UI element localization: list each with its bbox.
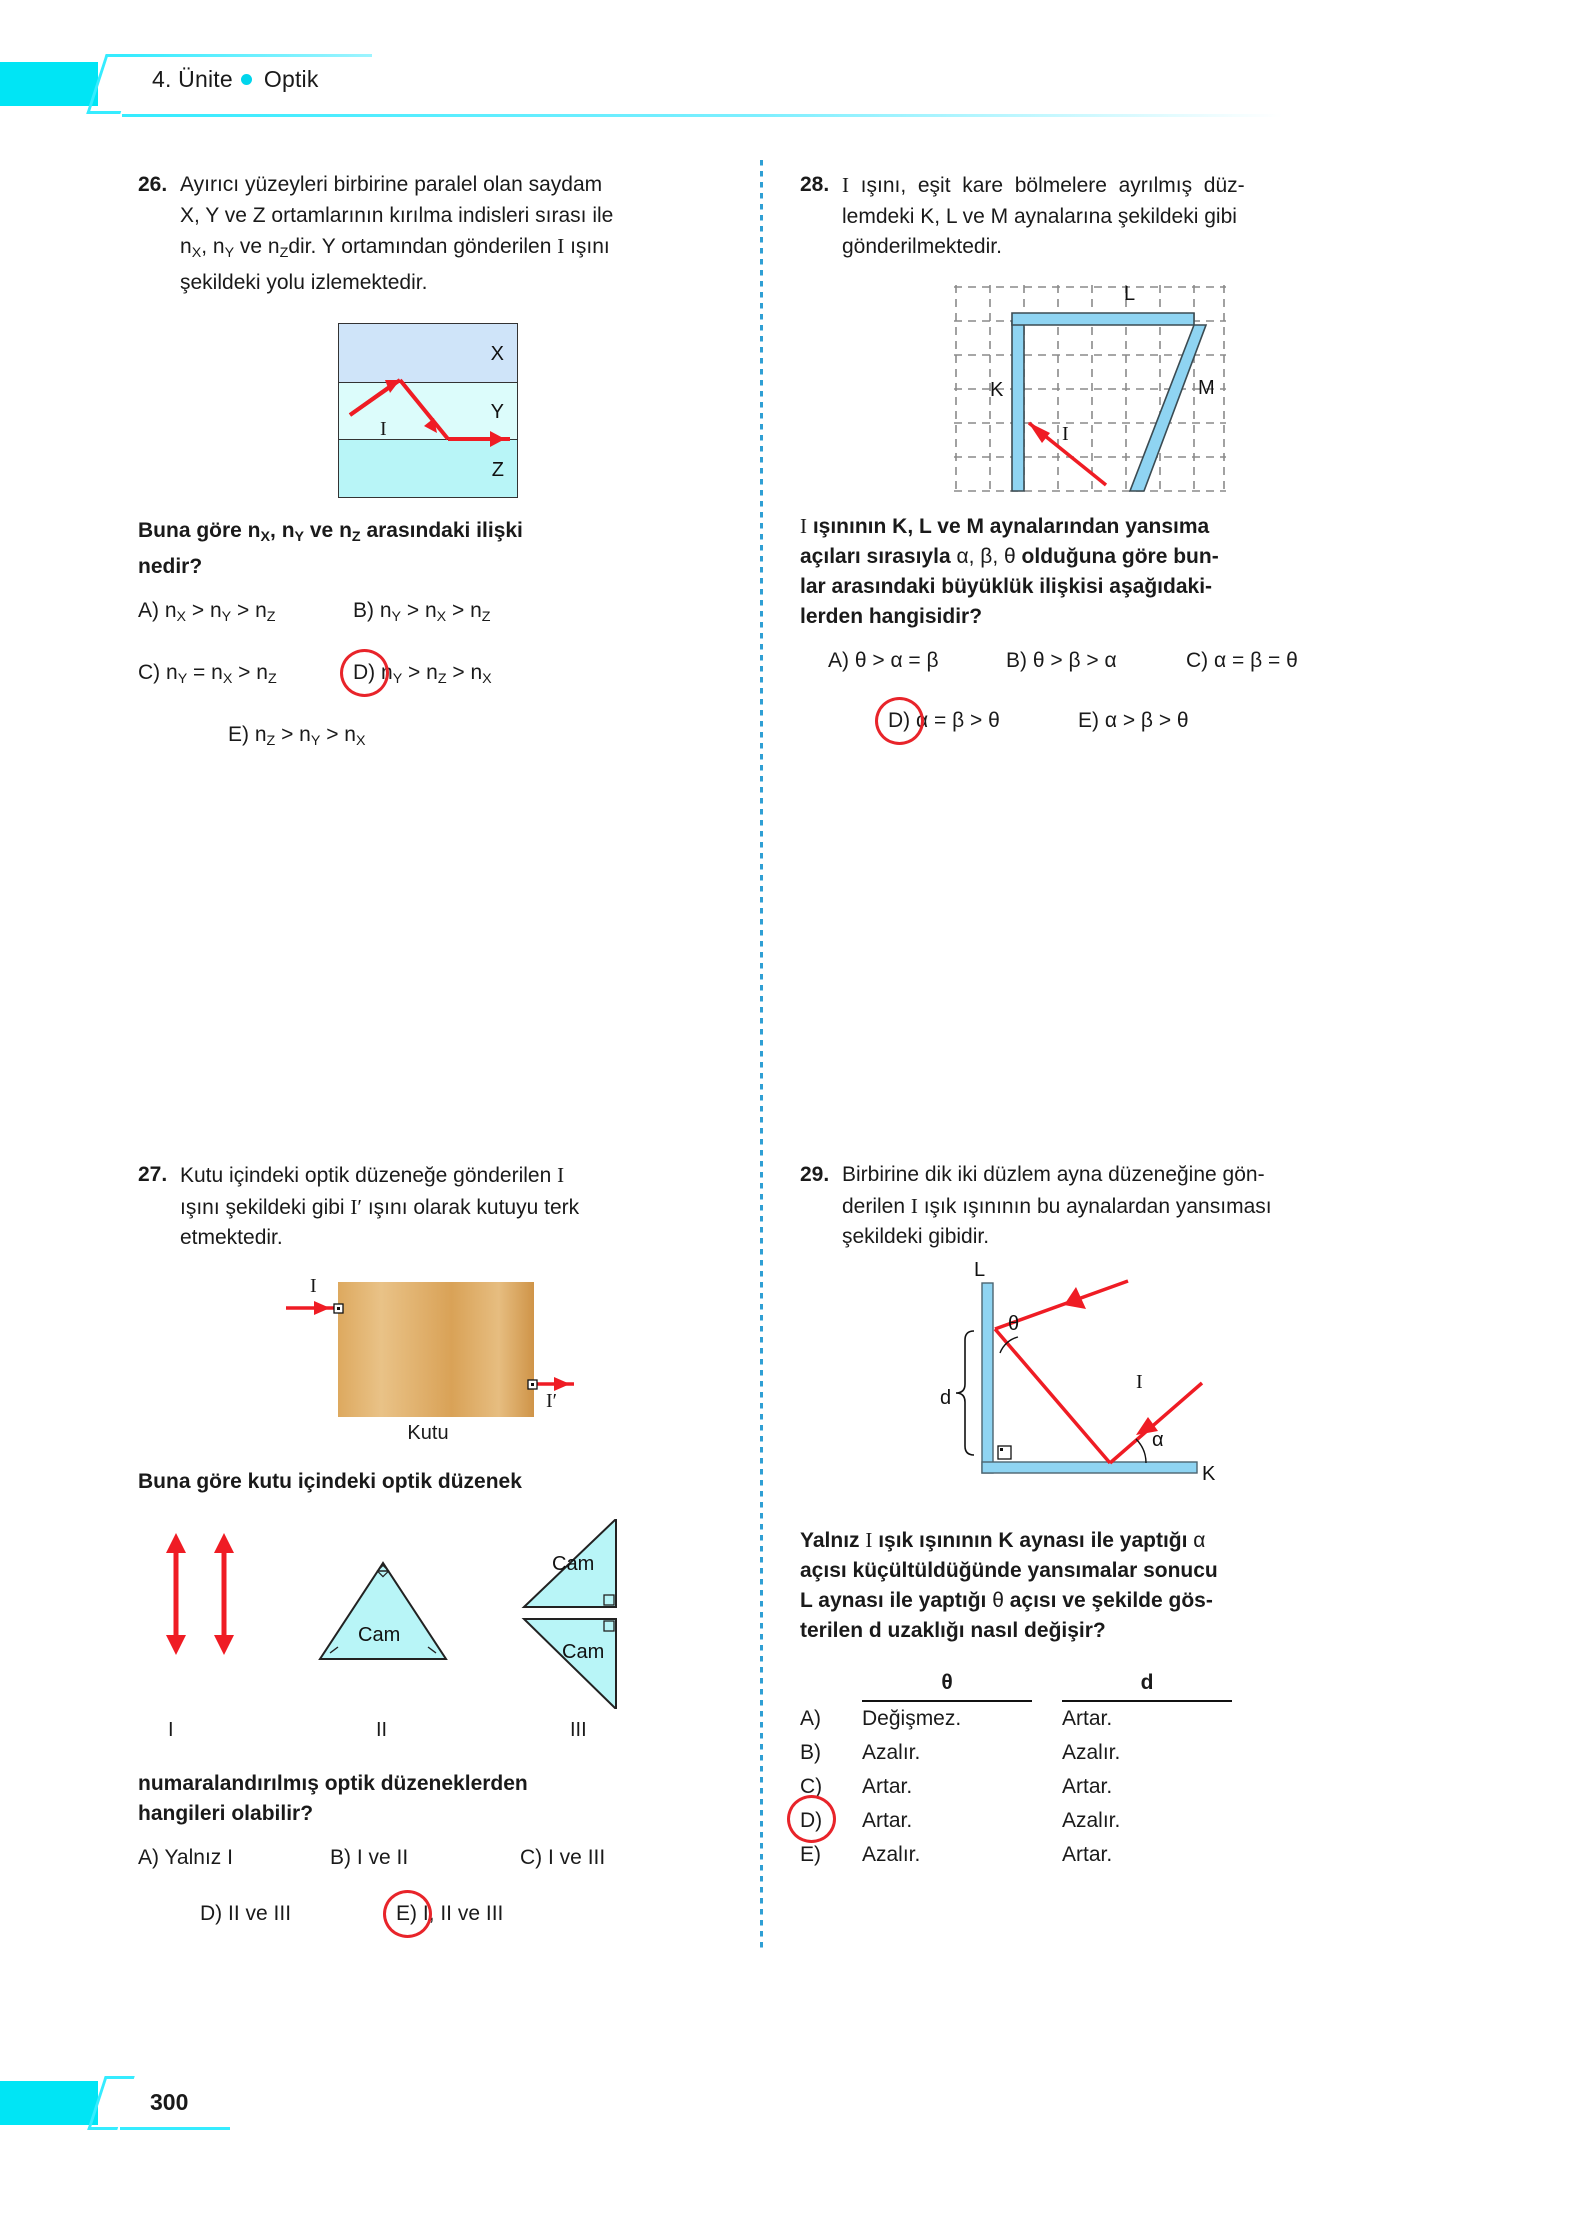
q26-label-z: Z — [491, 458, 504, 481]
q28-mirror-l-shape — [1012, 313, 1194, 325]
header-accent-tab — [0, 62, 98, 106]
q27-line-3: etmektedir. — [180, 1226, 283, 1249]
question-27-column — [138, 1160, 718, 1929]
question-29-text — [842, 1160, 1380, 1253]
q26-answer-circle: D) — [353, 658, 375, 688]
q29-label-k: K — [1202, 1462, 1216, 1485]
q26-option-c[interactable]: C) $n_Y = n_X > n_Z$ — [138, 660, 277, 687]
q29-prompt-3: L aynası ile yaptığı θ açısı ve şekilde gös- — [800, 1588, 1213, 1612]
table-row[interactable] — [800, 1736, 1380, 1770]
q28-line-3: gönderilmektedir. — [842, 235, 1002, 258]
q28-options — [800, 646, 1380, 736]
q28-mirror-m-shape — [1130, 325, 1206, 491]
q27-device-3-caption-bottom: Cam — [562, 1640, 605, 1663]
q27-device-label-2: II — [376, 1718, 388, 1741]
q28-label-m: M — [1198, 376, 1215, 399]
q28-option-c[interactable]: C) α = β = θ — [1186, 648, 1298, 672]
q29-label-ray: I — [1136, 1370, 1143, 1393]
q29-prompt-4: terilen d uzaklığı nasıl değişir? — [800, 1618, 1106, 1642]
q29-label-l: L — [974, 1258, 986, 1281]
q29-header-theta: θ — [862, 1666, 1032, 1702]
question-27-text — [180, 1160, 718, 1254]
page-footer — [0, 2081, 1583, 2127]
q29-label-d: d — [940, 1386, 952, 1409]
q27-options — [138, 1843, 718, 1929]
q29-option-d-theta: Artar. — [862, 1808, 913, 1832]
q26-ray-label: I — [380, 417, 387, 440]
q27-device-label-1: I — [168, 1718, 174, 1741]
question-26-column — [138, 170, 718, 756]
q29-option-e-key: E) — [800, 1842, 821, 1866]
q27-option-b[interactable]: B) I ve II — [330, 1845, 409, 1869]
page-number: 300 — [150, 2089, 189, 2115]
q29-option-e-d: Artar. — [1062, 1842, 1113, 1866]
table-row[interactable] — [800, 1804, 1380, 1838]
q26-line-3: $n_X$, $n_Y$ ve $n_Zdir$. Y ortamından gönderilen I ışını — [180, 234, 610, 261]
q26-label-x: X — [490, 342, 504, 365]
question-26-text — [180, 170, 718, 299]
q29-figure — [940, 1258, 1240, 1497]
q29-prompt-1: Yalnız I ışık ışınının K aynası ile yaptığı α — [800, 1527, 1206, 1552]
column-divider — [760, 160, 763, 1950]
question-29-number: 29. — [800, 1163, 830, 1186]
q29-line-2: derilen I ışık ışınının bu aynalardan yansıması — [842, 1193, 1272, 1218]
question-28-text — [842, 170, 1380, 263]
q27-device-labels — [138, 1719, 718, 1747]
q27-device-1-shape — [166, 1533, 234, 1655]
question-26-number: 26. — [138, 173, 168, 196]
q27-option-c[interactable]: C) I ve III — [520, 1845, 606, 1869]
q29-option-b-theta: Azalır. — [862, 1740, 921, 1764]
q27-device-label-3: III — [570, 1718, 587, 1741]
q27-option-e[interactable]: E) I, II ve III — [396, 1899, 503, 1929]
table-row[interactable] — [800, 1702, 1380, 1736]
q27-devices-svg — [138, 1519, 718, 1709]
question-29 — [800, 1160, 1380, 1872]
q29-option-c-theta: Artar. — [862, 1774, 913, 1798]
table-row[interactable] — [800, 1770, 1380, 1804]
q26-prompt: Buna göre $n_X$, $n_Y$ ve $n_Z$ arasındaki ilişki nedir? — [138, 518, 523, 578]
q27-line-1: Kutu içindeki optik düzeneğe gönderilen I — [180, 1163, 565, 1187]
q29-line-1: Birbirine dik iki düzlem ayna düzeneğine gön- — [842, 1163, 1265, 1186]
q26-line-2: X, Y ve Z ortamlarının kırılma indisleri sırası ile — [180, 203, 614, 227]
q27-label-in: I — [310, 1274, 317, 1297]
q29-prompt — [800, 1525, 1380, 1646]
question-29-column — [800, 1160, 1380, 1872]
q28-option-d[interactable]: D) α = β > θ — [888, 706, 1078, 736]
question-28 — [800, 170, 1380, 736]
question-27 — [138, 1160, 718, 1929]
header-rule-bottom — [122, 114, 1282, 117]
q29-answer-circle: D) — [800, 1804, 822, 1838]
q26-options — [138, 596, 718, 756]
header-topic-label: Optik — [263, 66, 319, 92]
q28-line-1: I ışını, eşit kare bölmelere ayrılmış düz- — [842, 173, 1245, 197]
q27-answer-circle: E) — [396, 1899, 417, 1929]
header-unit-label: 4. Ünite — [152, 66, 233, 92]
q26-option-d[interactable]: D) $n_Y > n_Z > n_X$ — [353, 658, 492, 694]
q27-option-d[interactable]: D) II ve III — [200, 1901, 292, 1925]
table-row[interactable] — [800, 1838, 1380, 1872]
header-rule-top — [122, 54, 372, 57]
q29-option-b-d: Azalır. — [1062, 1740, 1121, 1764]
q28-label-ray: I — [1062, 422, 1069, 445]
q29-answer-table — [800, 1666, 1380, 1872]
q27-box-label: Kutu — [407, 1421, 449, 1444]
q29-option-e-theta: Azalır. — [862, 1842, 921, 1866]
q26-line-1: Ayırıcı yüzeyleri birbirine paralel olan saydam — [180, 173, 603, 196]
q28-label-l: L — [1124, 282, 1136, 305]
q29-option-c-d: Artar. — [1062, 1774, 1113, 1798]
q26-option-a[interactable]: A) $n_X > n_Y > n_Z$ — [138, 598, 276, 625]
q29-option-a-theta: Değişmez. — [862, 1706, 962, 1730]
question-28-number: 28. — [800, 173, 830, 196]
q29-prompt-2: açısı küçültüldüğünde yansımalar sonucu — [800, 1558, 1218, 1582]
q27-devices — [138, 1519, 718, 1719]
q27-prompt-2: numaralandırılmış optik düzeneklerden hangileri olabilir? — [138, 1771, 528, 1825]
q27-device-2-caption: Cam — [358, 1623, 401, 1646]
header-breadcrumb — [152, 66, 319, 93]
q27-prompt-1: Buna göre kutu içindeki optik düzenek — [138, 1469, 522, 1493]
q28-option-a[interactable]: A) θ > α = β — [828, 648, 939, 672]
q29-table-header — [800, 1666, 1380, 1702]
q28-figure — [954, 282, 1226, 493]
q27-device-3-shape — [524, 1519, 616, 1709]
q27-option-a[interactable]: A) Yalnız I — [138, 1845, 233, 1869]
q27-line-2: ışını şekildeki gibi I′ ışını olarak kutuyu terk — [180, 1194, 580, 1219]
q27-figure — [278, 1272, 578, 1444]
q29-line-3: şekildeki gibidir. — [842, 1225, 990, 1248]
q29-option-c-key: C) — [800, 1774, 823, 1798]
page-header — [0, 48, 1583, 118]
question-27-number: 27. — [138, 1163, 168, 1186]
q28-label-k: K — [990, 378, 1004, 401]
q27-rays — [278, 1272, 578, 1437]
q28-prompt: I ışınının K, L ve M aynalarından yansıma açıları sırasıyla α, β, θ olduğuna göre bun- lar arasındaki büyüklük ilişkisi aşağıdaki- lerden hangisidir? — [800, 513, 1219, 628]
q26-line-4: şekildeki yolu izlemektedir. — [180, 271, 428, 295]
q28-answer-circle: D) — [888, 706, 910, 736]
q28-option-b[interactable]: B) θ > β > α — [1006, 648, 1117, 672]
q26-option-e[interactable]: E) $n_Z > n_Y > n_X$ — [228, 722, 366, 749]
q29-option-b-key: B) — [800, 1740, 821, 1764]
q28-option-e[interactable]: E) α > β > θ — [1078, 708, 1189, 732]
q29-header-d: d — [1062, 1666, 1232, 1702]
question-26 — [138, 170, 718, 756]
q26-option-b[interactable]: B) $n_Y > n_X > n_Z$ — [353, 598, 491, 625]
q28-mirror-k-shape — [1012, 321, 1024, 491]
q29-option-d-key — [800, 1804, 862, 1838]
q29-label-alpha: α — [1152, 1428, 1164, 1451]
q28-line-2: lemdeki K, L ve M aynalarına şekildeki gibi — [842, 204, 1237, 228]
q26-figure — [338, 323, 518, 498]
q29-option-a-key: A) — [800, 1706, 821, 1730]
q29-option-d-d: Azalır. — [1062, 1808, 1121, 1832]
q29-option-a-d: Artar. — [1062, 1706, 1113, 1730]
question-28-column — [800, 170, 1380, 736]
q27-device-3-caption-top: Cam — [552, 1552, 595, 1575]
q26-label-y: Y — [490, 400, 504, 423]
footer-accent-tab — [0, 2081, 98, 2125]
footer-rule — [120, 2127, 230, 2130]
q26-ray-path — [338, 323, 518, 498]
bullet-dot-icon — [241, 74, 252, 85]
q29-label-theta: θ — [1008, 1312, 1020, 1335]
q27-label-out: I′ — [546, 1389, 558, 1412]
q29-diagram — [940, 1267, 1240, 1497]
